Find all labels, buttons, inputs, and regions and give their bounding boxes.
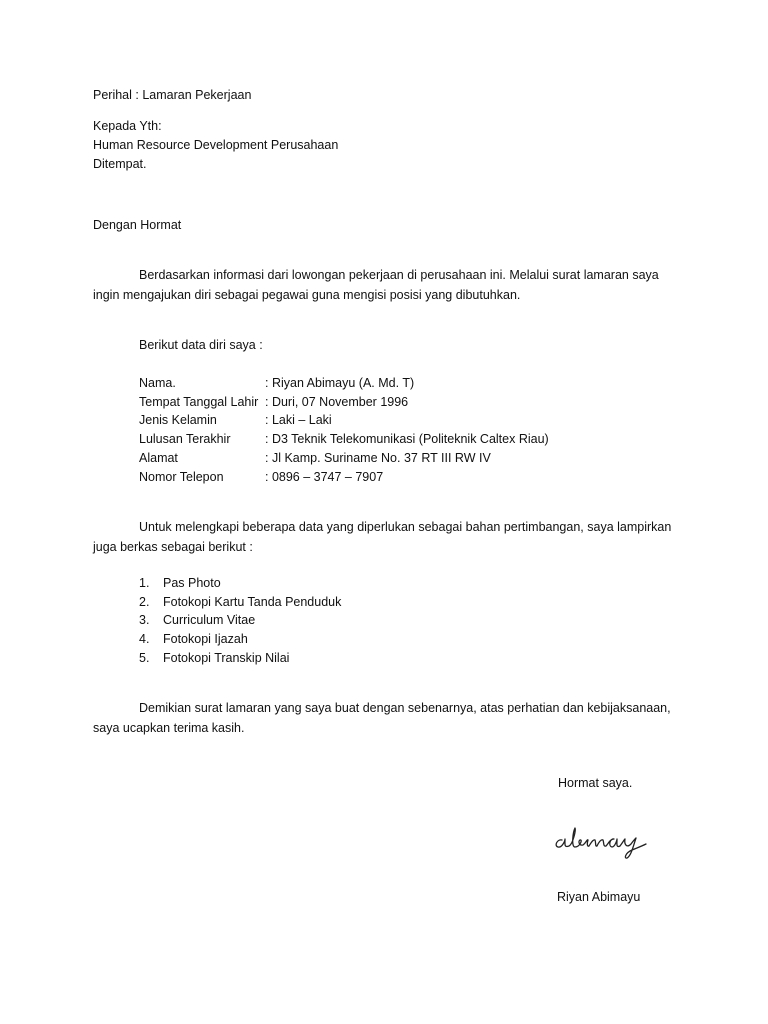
signer-name: Riyan Abimayu (557, 890, 641, 904)
list-text: Fotokopi Kartu Tanda Penduduk (163, 595, 342, 609)
data-label: Lulusan Terakhir (139, 432, 231, 446)
handwritten-signature (553, 820, 649, 860)
data-value: : Jl Kamp. Suriname No. 37 RT III RW IV (265, 451, 491, 465)
data-value: : Duri, 07 November 1996 (265, 395, 409, 409)
attachment-intro-text: Untuk melengkapi beberapa data yang diperlukan sebagai bahan pertimbangan, saya lampirkan juga berkas sebagai berikut : (93, 520, 672, 554)
data-row-education (139, 430, 549, 449)
intro-text: Berdasarkan informasi dari lowongan pekerjaan di perusahaan ini. Melalui surat lamaran saya ingin mengajukan diri sebagai pegawai guna mengisi posisi yang dibutuhkan. (93, 268, 659, 302)
recipient-line-1: Kepada Yth: (93, 119, 162, 133)
data-value: : D3 Teknik Telekomunikasi (Politeknik Caltex Riau) (265, 432, 549, 446)
data-value: : Laki – Laki (265, 413, 332, 427)
list-number: 1. (139, 576, 150, 590)
closing-text: Demikian surat lamaran yang saya buat dengan sebenarnya, atas perhatian dan kebijaksanaan, saya ucapkan terima kasih. (93, 701, 671, 735)
data-row-birth (139, 393, 408, 412)
data-row-address (139, 449, 491, 468)
list-text: Curriculum Vitae (163, 613, 256, 627)
data-value: : Riyan Abimayu (A. Md. T) (265, 376, 415, 390)
recipient-line-3: Ditempat. (93, 157, 147, 171)
list-item (139, 611, 255, 630)
list-text: Fotokopi Transkip Nilai (163, 651, 290, 665)
list-number: 5. (139, 651, 150, 665)
greeting: Dengan Hormat (93, 218, 182, 232)
data-label: Alamat (139, 451, 178, 465)
list-number: 4. (139, 632, 150, 646)
list-number: 2. (139, 595, 150, 609)
list-item (139, 593, 341, 612)
list-number: 3. (139, 613, 150, 627)
recipient-line-2: Human Resource Development Perusahaan (93, 138, 339, 152)
data-label: Jenis Kelamin (139, 413, 217, 427)
data-label: Nama. (139, 376, 176, 390)
list-item (139, 649, 289, 668)
subject-line: Perihal : Lamaran Pekerjaan (93, 88, 252, 102)
regards-text: Hormat saya. (558, 776, 633, 790)
closing-paragraph (93, 698, 673, 738)
data-row-gender (139, 411, 332, 430)
list-item (139, 574, 221, 593)
data-label: Nomor Telepon (139, 470, 224, 484)
list-item (139, 630, 248, 649)
data-row-name (139, 374, 414, 393)
list-text: Fotokopi Ijazah (163, 632, 248, 646)
data-row-phone (139, 468, 383, 487)
data-intro: Berikut data diri saya : (139, 338, 263, 352)
intro-paragraph (93, 265, 673, 305)
attachment-intro-paragraph (93, 517, 673, 557)
data-value: : 0896 – 3747 – 7907 (265, 470, 384, 484)
list-text: Pas Photo (163, 576, 221, 590)
data-label: Tempat Tanggal Lahir (139, 395, 259, 409)
